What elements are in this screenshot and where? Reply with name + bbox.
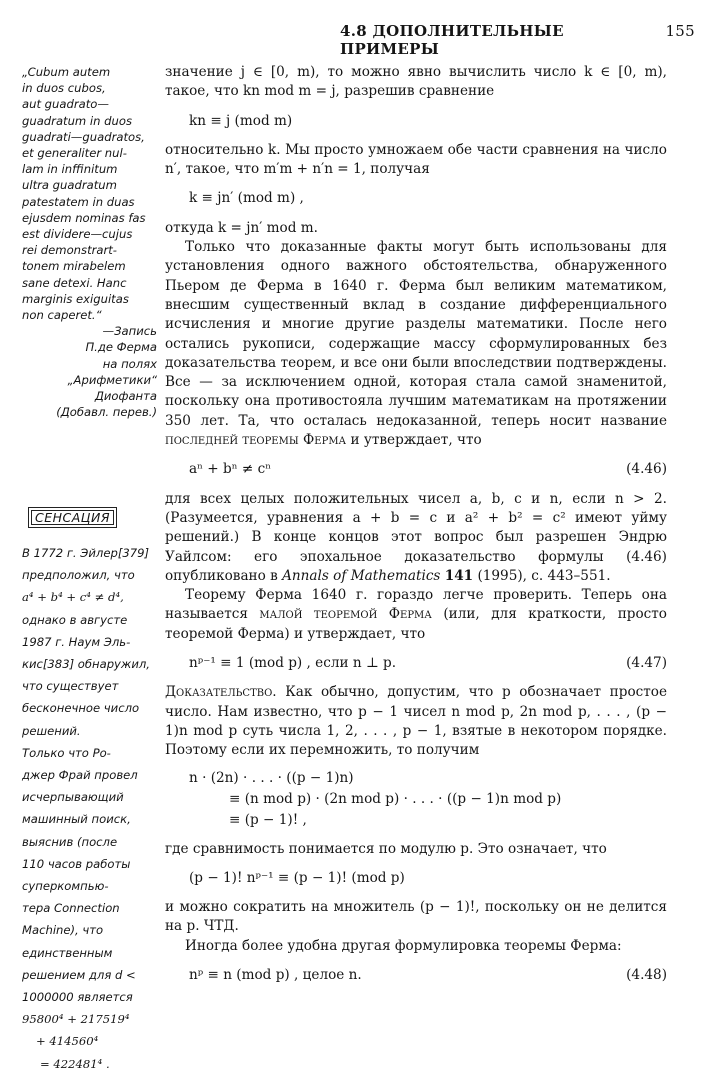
quote-line: marginis exiguitas — [22, 291, 129, 306]
equation-number: (4.46) — [626, 461, 667, 478]
equation — [165, 460, 667, 479]
text-run: и утверждает, что — [350, 432, 482, 449]
margin-quote — [22, 64, 157, 420]
sensation-line: Machine), что — [22, 923, 104, 938]
journal-name: Annals of Mathematics — [282, 567, 441, 584]
page-number: 155 — [665, 22, 695, 40]
sensation-formula: + 414560⁴ — [36, 1034, 99, 1049]
proof-label: Доказательство. — [165, 684, 277, 701]
quote-line: non caperet.“ — [22, 308, 102, 323]
paragraph: значение j ∈ [0, m), то можно явно вычислить число k ∈ [0, m), такое, что kn mod m = j, разрешив сравнение — [165, 64, 667, 100]
text-run: Теорему Ферма 1640 г. гораздо легче проверить. Теперь она называется — [165, 587, 667, 623]
text-run: для всех целых положительных чисел a, b, c и n, если n > 2. (Разумеется, уравнения a + b = c и a² + b² = c² имеют уйму решений.) В конце концов этот вопрос был разрешен Эндрю Уайлсом: его эпохальное доказательство формулы (4.46) опубликовано в — [165, 490, 667, 584]
sensation-line: кис[383] обнаружил, — [22, 657, 150, 672]
equation-row: n · (2n) · . . . · ((p − 1)n) — [189, 769, 354, 786]
sensation-formula: 95800⁴ + 217519⁴ — [22, 1012, 130, 1027]
quote-line: guadrati—guadratos, — [22, 129, 145, 144]
display-equation — [165, 769, 667, 832]
sensation-line: машинный поиск, — [22, 812, 131, 827]
paragraph: и можно сократить на множитель (p − 1)!, поскольку он не делится на p. ЧТД. — [165, 899, 667, 935]
sensation-title: СЕНСАЦИЯ — [35, 510, 111, 525]
quote-line: in duos cubos, — [22, 81, 106, 96]
sensation-line: однако в августе — [22, 612, 128, 627]
equation-number: (4.47) — [626, 655, 667, 672]
quote-line: aut guadrato— — [22, 97, 109, 112]
equation — [165, 112, 667, 131]
sensation-line: 1987 г. Наум Эль- — [22, 634, 131, 649]
theorem-name: последней теоремы Ферма — [165, 432, 347, 449]
sensation-line: суперкомпью- — [22, 879, 109, 894]
sensation-formula: a⁴ + b⁴ + c⁴ ≠ d⁴, — [22, 590, 124, 605]
sensation-line: 110 часов работы — [22, 856, 131, 871]
text-run: (или, для краткости, просто теоремой Ферма) и утверждает, что — [165, 606, 667, 642]
quote-line: ultra guadratum — [22, 178, 117, 193]
equation — [165, 869, 667, 888]
equation-row: ≡ (n mod p) · (2n mod p) · . . . · ((p − 1)n mod p) — [229, 790, 562, 807]
sensation-line: единственным — [22, 945, 113, 960]
paragraph — [165, 586, 667, 644]
equation — [165, 189, 667, 208]
running-header — [340, 22, 695, 58]
equation-body: (p − 1)! nᵖ⁻¹ ≡ (p − 1)! (mod p) — [189, 869, 405, 886]
equation — [165, 966, 667, 985]
sensation-line: джер Фрай провел — [22, 768, 138, 783]
quote-line: est dividere—cujus — [22, 227, 133, 242]
quote-line: patestatem in duas — [22, 194, 135, 209]
paragraph — [165, 238, 667, 450]
quote-line: sane detexi. Hanc — [22, 275, 127, 290]
equation — [165, 654, 667, 673]
section-title: 4.8 ДОПОЛНИТЕЛЬНЫЕ ПРИМЕРЫ — [340, 22, 564, 58]
quote-line: „Cubum autem — [22, 65, 111, 79]
quote-attribution: П.де Ферма — [85, 340, 157, 355]
main-text — [165, 63, 667, 995]
quote-attribution: Диофанта — [94, 389, 157, 404]
journal-volume: 141 — [444, 567, 474, 584]
sensation-formula: = 422481⁴ . — [40, 1056, 110, 1071]
equation-body: k ≡ jn′ (mod m) , — [189, 190, 304, 207]
sensation-line: что существует — [22, 679, 119, 694]
paragraph — [165, 490, 667, 586]
equation-body: aⁿ + bⁿ ≠ cⁿ — [189, 461, 272, 478]
equation-number: (4.48) — [626, 966, 667, 983]
sensation-paragraph-2 — [22, 745, 157, 1072]
quote-line: et generaliter nul- — [22, 146, 127, 161]
sensation-line: выяснив (после — [22, 834, 118, 849]
text-run: (1995), с. 443–551. — [477, 567, 611, 584]
quote-attribution: —Запись — [102, 324, 157, 339]
equation-body: kn ≡ j (mod m) — [189, 112, 293, 129]
sensation-line: бесконечное число — [22, 701, 140, 716]
sensation-line: предположил, что — [22, 568, 135, 583]
paragraph: откуда k = jn′ mod m. — [165, 219, 318, 236]
sensation-line: исчерпывающий — [22, 790, 124, 805]
theorem-name: малой теоремой Ферма — [259, 606, 432, 623]
quote-line: lam in inffinitum — [22, 162, 118, 177]
paragraph — [165, 683, 667, 760]
margin-sensation — [22, 545, 157, 1072]
text-run: Как обычно, допустим, что p обозначает простое число. Нам известно, что p − 1 чисел n mod p, 2n mod p, . . . , (p − 1)n mod p суть числа 1, 2, . . . , p − 1, взятые в некотором порядке. Поэтому если их перемножить, то получим — [165, 684, 667, 759]
quote-attribution: (Добавл. перев.) — [56, 405, 157, 420]
sensation-line: решений. — [22, 723, 81, 738]
equation-body: nᵖ ≡ n (mod p) , целое n. — [189, 966, 362, 983]
paragraph: относительно k. Мы просто умножаем обе части сравнения на число n′, такое, что m′m + n′n = 1, получая — [165, 141, 667, 178]
paragraph: где сравнимость понимается по модулю p. Это означает, что — [165, 840, 607, 857]
quote-attribution: „Арифметики“ — [67, 372, 157, 387]
quote-line: guadratum in duos — [22, 113, 133, 128]
equation-row: ≡ (p − 1)! , — [229, 811, 307, 828]
sensation-line: Только что Ро- — [22, 745, 111, 760]
sensation-title-box — [28, 507, 117, 528]
sensation-line: 1000000 является — [22, 990, 133, 1005]
sensation-line: тера Connection — [22, 901, 120, 916]
quote-line: rei demonstrart- — [22, 243, 117, 258]
quote-line: ejusdem nominas fas — [22, 210, 146, 225]
quote-line: tonem mirabelem — [22, 259, 126, 274]
sensation-paragraph-1 — [22, 545, 157, 739]
quote-attribution: на полях — [102, 356, 157, 371]
text-run: Только что доказанные факты могут быть использованы для установления одного важного обстоятельства, обнаруженного Пьером де Ферма в 1640 г. Ферма был великим математиком, внесшим существенный вклад в создание дифференциального исчисления и многие другие разделы математики. После него остались рукописи, содержащие массу сформулированных без доказательства теорем, и все они были впоследствии подтверждены. Все — за исключением одной, которая стала самой знаменитой, поскольку она противостояла лучшим математикам на протяжении 350 лет. Та, что осталась недоказанной, теперь носит название — [165, 239, 667, 429]
equation-body: nᵖ⁻¹ ≡ 1 (mod p) , если n ⊥ p. — [189, 655, 397, 672]
sensation-line: В 1772 г. Эйлер[379] — [22, 546, 149, 560]
paragraph: Иногда более удобна другая формулировка теоремы Ферма: — [185, 937, 622, 954]
sensation-line: решением для d < — [22, 967, 136, 982]
